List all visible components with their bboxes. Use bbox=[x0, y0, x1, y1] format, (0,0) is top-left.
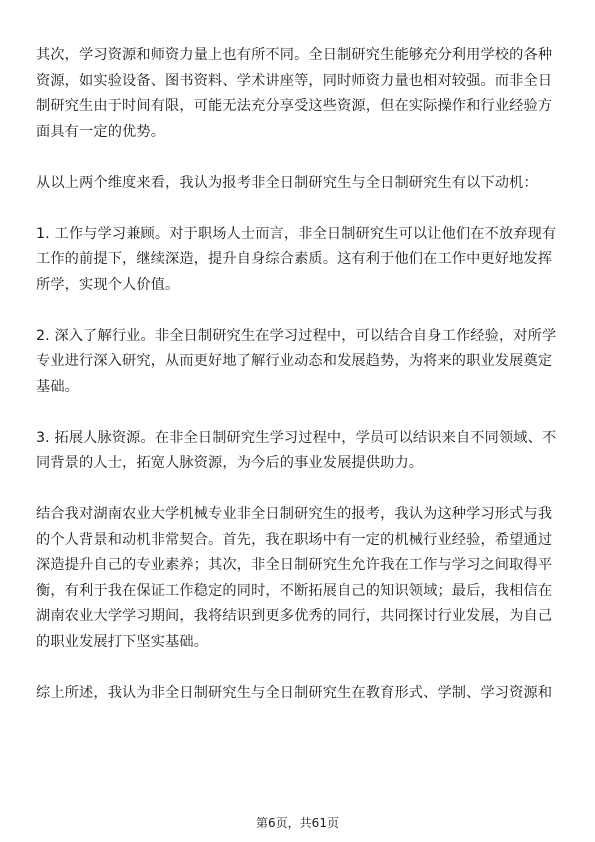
paragraph-line: 制研究生由于时间有限，可能无法充分享受这些资源，但在实际操作和行业经验方 bbox=[36, 98, 553, 114]
paragraph-line: 所学，实现个人价值。 bbox=[36, 276, 180, 293]
paragraph-line: 面具有一定的优势。 bbox=[36, 123, 166, 140]
paragraph-line: 同背景的人士，拓宽人脉资源，为今后的事业发展提供助力。 bbox=[36, 455, 424, 471]
paragraph-personal-fit bbox=[36, 502, 559, 655]
paragraph-resources bbox=[36, 43, 559, 145]
paragraph-line: 的个人背景和动机非常契合。首先，我在职场中有一定的机械行业经验，希望通过 bbox=[36, 531, 553, 548]
paragraph-line: 1. 工作与学习兼顾。对于职场人士而言，非全日制研究生可以让他们在不放弃现有 bbox=[36, 225, 557, 242]
paragraph-motives-intro bbox=[36, 171, 559, 197]
paragraph-line: 的职业发展打下坚实基础。 bbox=[36, 633, 209, 650]
paragraph-gap bbox=[36, 298, 559, 324]
paragraph-gap bbox=[36, 145, 559, 171]
paragraph-gap bbox=[36, 196, 559, 222]
paragraph-line: 衡，有利于我在保证工作稳定的同时，不断拓展自己的知识领域；最后，我相信在 bbox=[36, 582, 553, 599]
paragraph-motive-3 bbox=[36, 426, 559, 477]
paragraph-line: 基础。 bbox=[36, 378, 80, 395]
paragraph-motive-2 bbox=[36, 324, 559, 401]
paragraph-gap bbox=[36, 655, 559, 681]
paragraph-gap bbox=[36, 400, 559, 426]
paragraph-line: 3. 拓展人脉资源。在非全日制研究生学习过程中，学员可以结识来自不同领域、不 bbox=[36, 429, 557, 446]
paragraph-line: 2. 深入了解行业。非全日制研究生在学习过程中，可以结合自身工作经验，对所学 bbox=[36, 327, 557, 344]
paragraph-gap bbox=[36, 477, 559, 503]
paragraph-line: 工作的前提下，继续深造，提升自身综合素质。这有利于他们在工作中更好地发挥 bbox=[36, 251, 553, 267]
document-body bbox=[36, 43, 559, 706]
paragraph-line: 专业进行深入研究，从而更好地了解行业动态和发展趋势，为将来的职业发展奠定 bbox=[36, 353, 553, 369]
paragraph-line: 资源，如实验设备、图书资料、学术讲座等，同时师资力量也相对较强。而非全日 bbox=[36, 72, 553, 89]
paragraph-line: 从以上两个维度来看，我认为报考非全日制研究生与全日制研究生有以下动机： bbox=[36, 174, 538, 191]
paragraph-line: 湖南农业大学学习期间，我将结识到更多优秀的同行，共同探讨行业发展，为自己 bbox=[36, 608, 553, 624]
paragraph-line: 结合我对湖南农业大学机械专业非全日制研究生的报考，我认为这种学习形式与我 bbox=[36, 506, 553, 522]
paragraph-line: 其次，学习资源和师资力量上也有所不同。全日制研究生能够充分利用学校的各种 bbox=[36, 47, 553, 63]
paragraph-conclusion bbox=[36, 681, 559, 707]
paragraph-motive-1 bbox=[36, 222, 559, 299]
page-number-footer: 第6页，共61页 bbox=[256, 816, 339, 830]
paragraph-line: 深造提升自己的专业素养；其次，非全日制研究生允许我在工作与学习之间取得平 bbox=[36, 557, 553, 573]
paragraph-line: 综上所述，我认为非全日制研究生与全日制研究生在教育形式、学制、学习资源和 bbox=[36, 684, 553, 701]
